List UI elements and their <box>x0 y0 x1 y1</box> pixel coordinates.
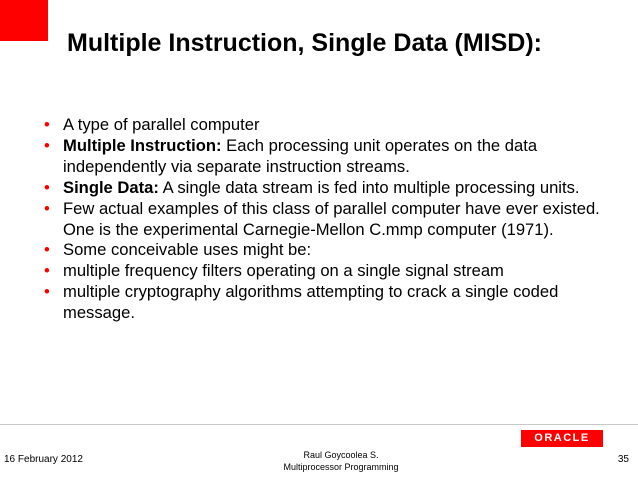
bullet-item <box>44 240 609 261</box>
bullet-list <box>44 115 609 324</box>
bullet-text: multiple cryptography algorithms attempting to crack a single coded message. <box>63 282 559 323</box>
bullet-item <box>44 199 609 241</box>
footer-author: Raul Goycoolea S. <box>303 450 379 460</box>
footer-course: Multiprocessor Programming <box>283 462 399 472</box>
bullet-icon: • <box>44 240 50 260</box>
bullet-item <box>44 136 609 178</box>
bullet-lead: Single Data: <box>63 177 159 197</box>
bullet-item <box>44 115 609 136</box>
footer-divider <box>0 424 638 425</box>
slide-title: Multiple Instruction, Single Data (MISD): <box>67 29 542 57</box>
corner-accent-block <box>0 0 48 41</box>
bullet-text: multiple frequency filters operating on a single signal stream <box>63 261 504 281</box>
bullet-text: A type of parallel computer <box>63 115 260 134</box>
bullet-item <box>44 261 609 282</box>
footer-date: 16 February 2012 <box>4 454 83 465</box>
bullet-item <box>44 178 609 199</box>
bullet-text: A single data stream is fed into multiple processing units. <box>158 177 580 197</box>
oracle-logo: ORACLE <box>521 430 603 447</box>
bullet-lead: Multiple Instruction: <box>63 135 222 155</box>
footer-credits <box>266 449 416 473</box>
bullet-icon: • <box>44 115 50 134</box>
bullet-icon: • <box>44 261 50 281</box>
bullet-icon: • <box>44 135 50 155</box>
bullet-item <box>44 282 609 324</box>
bullet-text: Each processing unit operates on the data independently via separate instruction streams. <box>63 135 538 176</box>
bullet-icon: • <box>44 282 50 302</box>
bullet-text: Some conceivable uses might be: <box>63 240 312 260</box>
bullet-text: Few actual examples of this class of parallel computer have ever existed. One is the experimental Carnegie-Mellon C.mmp computer (1971). <box>63 198 600 239</box>
bullet-icon: • <box>44 177 50 197</box>
bullet-icon: • <box>44 198 50 218</box>
page-number: 35 <box>617 454 629 465</box>
